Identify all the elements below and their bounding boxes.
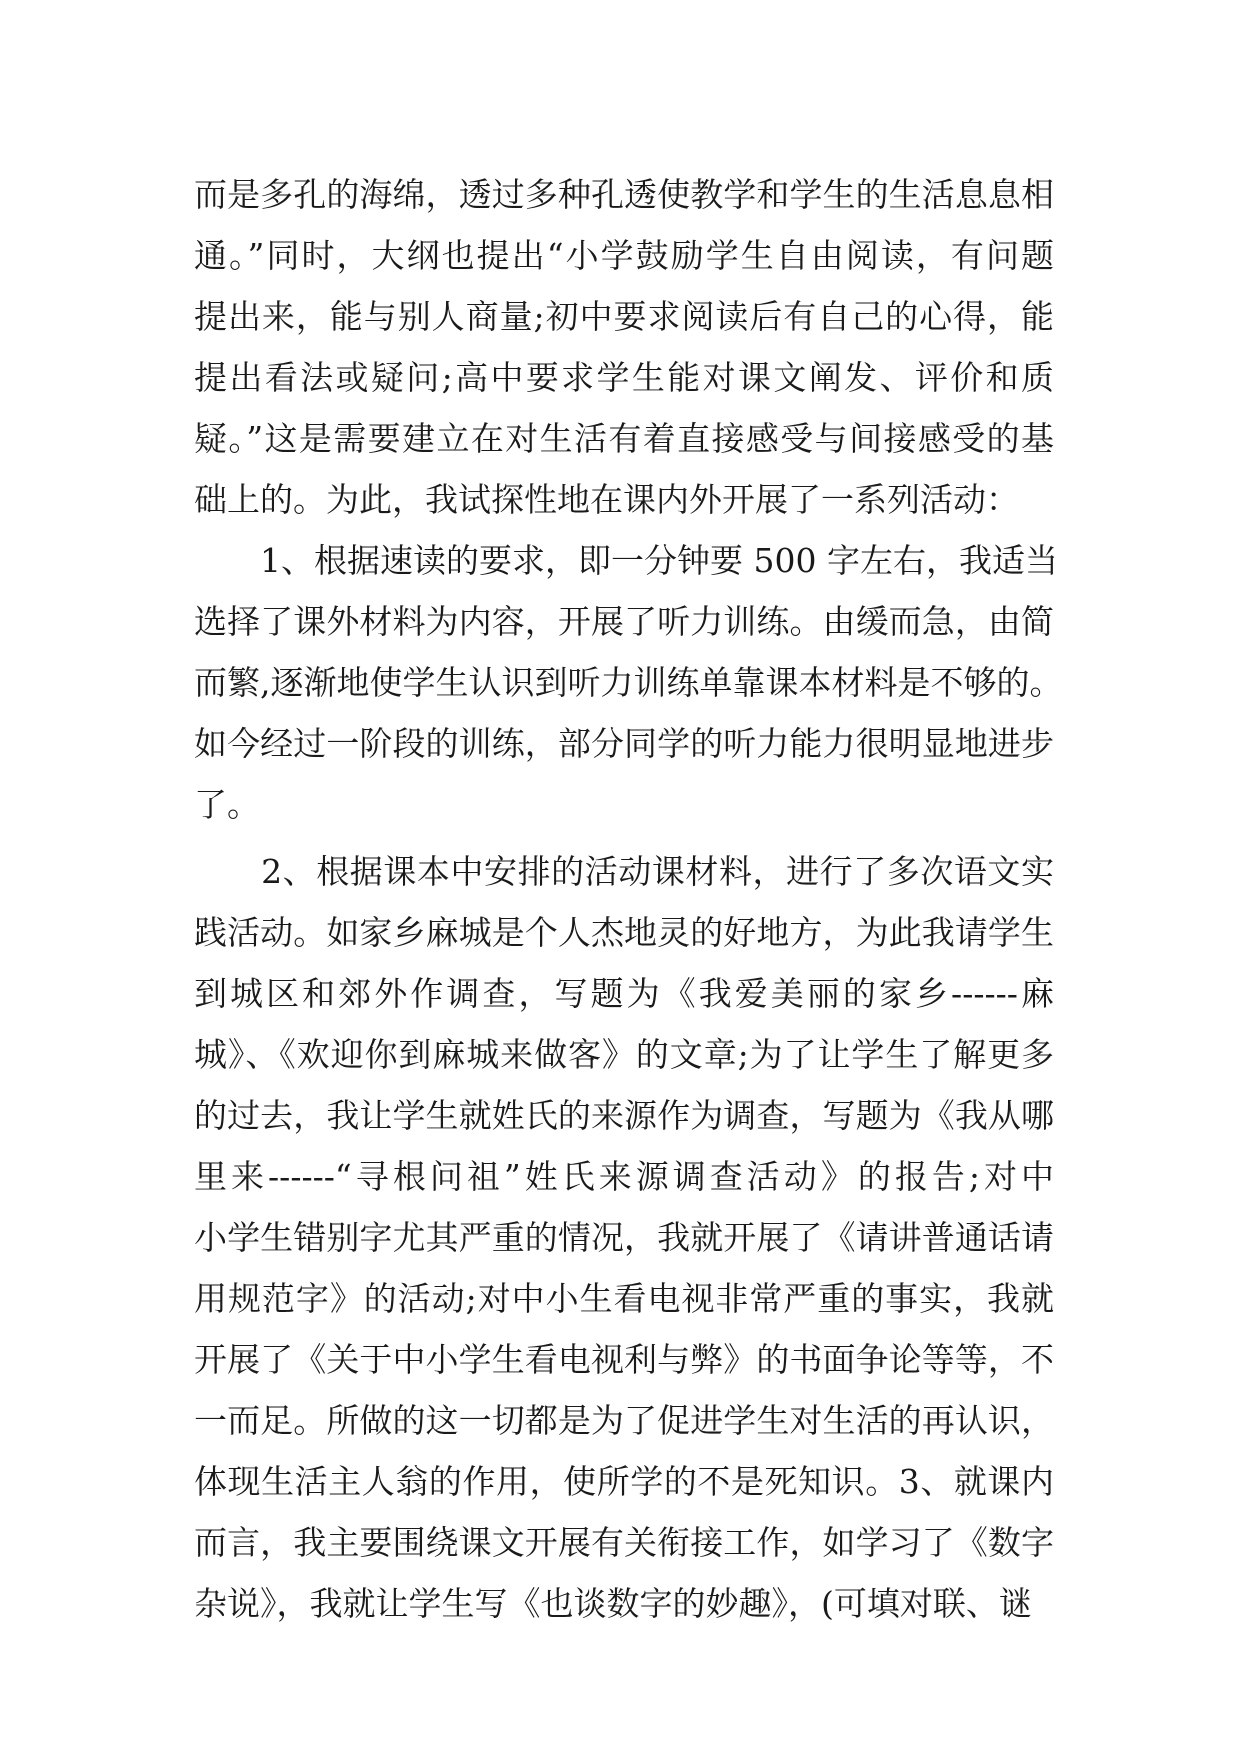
paragraph-item-2 <box>194 841 1054 1634</box>
text-line: 杂说》，我就让学生写《也谈数字的妙趣》，(可填对联、谜 <box>194 1584 1032 1623</box>
text-line: 的过去，我让学生就姓氏的来源作为调查，写题为《我从哪 <box>194 1096 1054 1135</box>
text-line: 践活动。如家乡麻城是个人杰地灵的好地方，为此我请学生 <box>194 913 1054 952</box>
text-line: 而言，我主要围绕课文开展有关衔接工作，如学习了《数字 <box>194 1523 1054 1562</box>
text-line: 础上的。为此，我试探性地在课内外开展了一系列活动： <box>194 480 1019 519</box>
text-line: 了。 <box>194 785 260 824</box>
text-line: 提出来，能与别人商量;初中要求阅读后有自己的心得，能 <box>194 297 1054 336</box>
text-line: 选择了课外材料为内容，开展了听力训练。由缓而急，由简 <box>194 602 1054 641</box>
text-line: 一而足。所做的这一切都是为了促进学生对生活的再认识， <box>194 1401 1054 1440</box>
text-line: 而是多孔的海绵，透过多种孔透使教学和学生的生活息息相 <box>194 175 1054 214</box>
text-line: 而繁,逐渐地使学生认识到听力训练单靠课本材料是不够的。 <box>194 663 1063 702</box>
text-line: 用规范字》的活动;对中小生看电视非常严重的事实，我就 <box>194 1279 1054 1318</box>
text-line: 如今经过一阶段的训练，部分同学的听力能力很明显地进步 <box>194 724 1054 763</box>
paragraph-item-1 <box>194 530 1063 835</box>
text-line: 到城区和郊外作调查，写题为《我爱美丽的家乡------麻 <box>194 974 1054 1013</box>
text-line: 城》、《欢迎你到麻城来做客》的文章;为了让学生了解更多 <box>194 1035 1054 1074</box>
text-line: 体现生活主人翁的作用，使所学的不是死知识。3、就课内 <box>194 1462 1054 1501</box>
text-line: 1、根据速读的要求，即一分钟要 500 字左右，我适当 <box>194 541 1058 580</box>
text-line: 提出看法或疑问;高中要求学生能对课文阐发、评价和质 <box>194 358 1054 397</box>
document-body <box>194 164 1063 1634</box>
text-line: 里来------“寻根问祖”姓氏来源调查活动》的报告;对中 <box>194 1157 1054 1196</box>
text-line: 通。”同时，大纲也提出“小学鼓励学生自由阅读，有问题 <box>194 236 1054 275</box>
paragraph-intro <box>194 164 1054 530</box>
text-line: 开展了《关于中小学生看电视利与弊》的书面争论等等，不 <box>194 1340 1054 1379</box>
text-line: 小学生错别字尤其严重的情况，我就开展了《请讲普通话请 <box>194 1218 1054 1257</box>
text-line: 2、根据课本中安排的活动课材料，进行了多次语文实 <box>194 852 1054 891</box>
text-line: 疑。”这是需要建立在对生活有着直接感受与间接感受的基 <box>194 419 1054 458</box>
